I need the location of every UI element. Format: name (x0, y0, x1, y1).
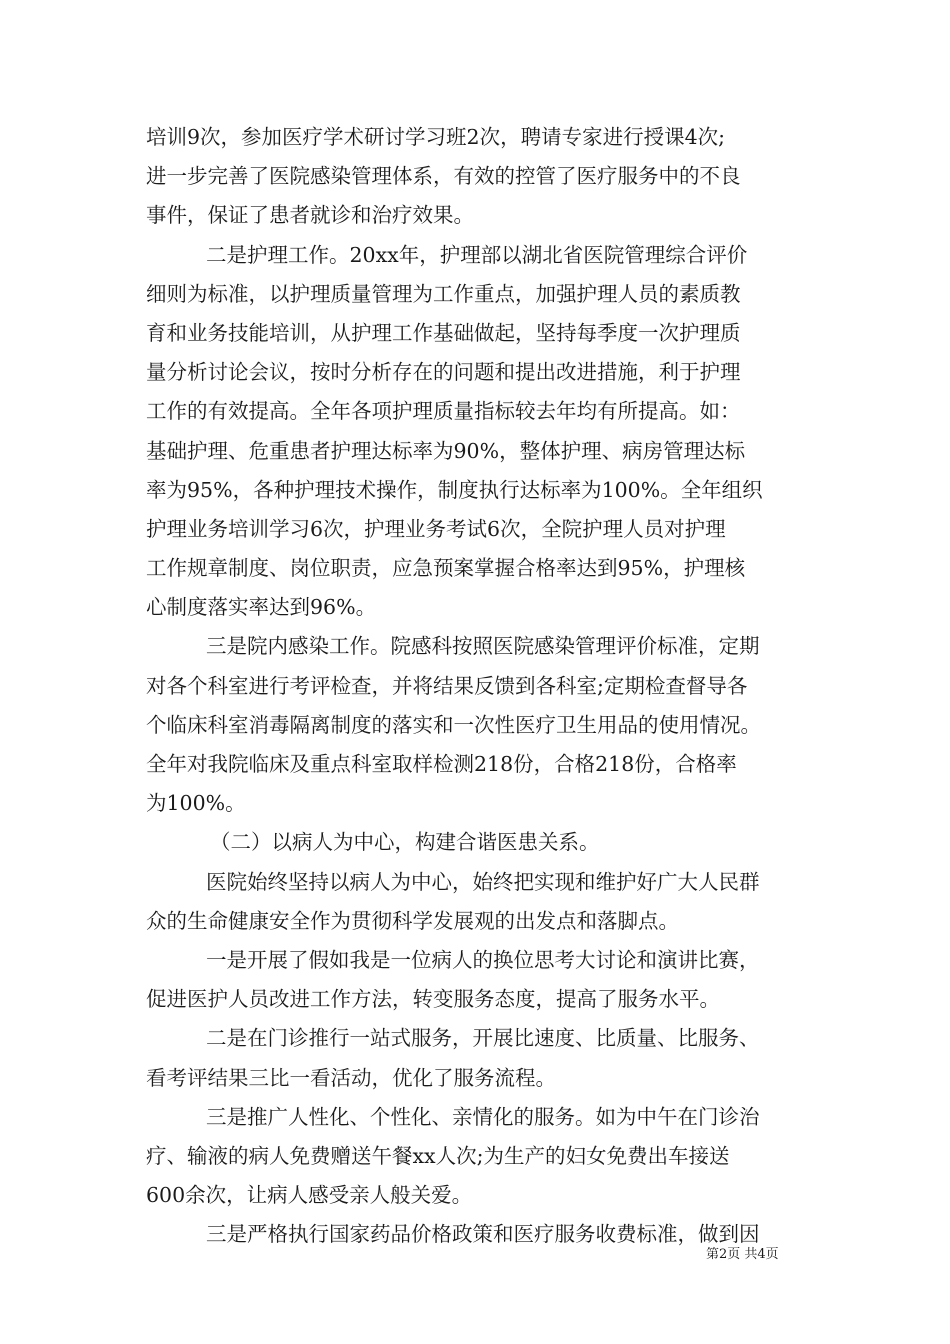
paragraph-start-line: 二是在门诊推行一站式服务，开展比速度、比质量、比服务、 (206, 1026, 760, 1051)
text-line: 工作规章制度、岗位职责，应急预案掌握合格率达到95%，护理核 (146, 556, 746, 581)
text-line: 个临床科室消毒隔离制度的落实和一次性医疗卫生用品的使用情况。 (146, 712, 761, 737)
paragraph-start-line: 三是院内感染工作。院感科按照医院感染管理评价标准，定期 (206, 634, 760, 659)
text-line: 看考评结果三比一看活动，优化了服务流程。 (146, 1065, 556, 1090)
text-line: 为100%。 (146, 791, 246, 816)
text-line: 促进医护人员改进工作方法，转变服务态度，提高了服务水平。 (146, 987, 720, 1012)
text-line: 全年对我院临床及重点科室取样检测218份，合格218份，合格率 (146, 752, 737, 776)
page-number: 第2页 共4页 (706, 1247, 779, 1262)
text-line: 护理业务培训学习6次，护理业务考试6次，全院护理人员对护理 (146, 516, 726, 541)
body-text (146, 118, 818, 1254)
text-line: 基础护理、危重患者护理达标率为90%，整体护理、病房管理达标 (146, 438, 746, 463)
text-line: 率为95%，各种护理技术操作，制度执行达标率为100%。全年组织 (146, 477, 763, 502)
text-line: 量分析讨论会议，按时分析存在的问题和提出改进措施，利于护理 (146, 360, 741, 385)
paragraph-start-line: 三是推广人性化、个性化、亲情化的服务。如为中午在门诊治 (206, 1104, 760, 1129)
text-line: 600余次，让病人感受亲人般关爱。 (146, 1183, 473, 1208)
text-line: 心制度落实率达到96%。 (146, 595, 377, 620)
text-line: 对各个科室进行考评检查，并将结果反馈到各科室;定期检查督导各 (146, 673, 748, 698)
paragraph-start-line: 医院始终坚持以病人为中心，始终把实现和维护好广大人民群 (206, 869, 760, 894)
paragraph-start-line: 一是开展了假如我是一位病人的换位思考大讨论和演讲比赛， (206, 947, 760, 972)
paragraph-start-line: 二是护理工作。20xx年，护理部以湖北省医院管理综合评价 (206, 242, 748, 267)
text-line: 培训9次，参加医疗学术研讨学习班2次，聘请专家进行授课4次; (146, 125, 726, 149)
text-line: 工作的有效提高。全年各项护理质量指标较去年均有所提高。如： (146, 399, 741, 424)
text-line: 众的生命健康安全作为贯彻科学发展观的出发点和落脚点。 (146, 908, 679, 933)
text-line: 细则为标准，以护理质量管理为工作重点，加强护理人员的素质教 (146, 281, 741, 306)
section-heading: （二）以病人为中心，构建合谐医患关系。 (210, 830, 600, 855)
text-line: 疗、输液的病人免费赠送午餐xx人次;为生产的妇女免费出车接送 (146, 1143, 730, 1168)
text-line: 事件，保证了患者就诊和治疗效果。 (146, 203, 474, 228)
text-line: 育和业务技能培训，从护理工作基础做起，坚持每季度一次护理质 (146, 320, 741, 345)
paragraph-start-line: 三是严格执行国家药品价格政策和医疗服务收费标准，做到因 (206, 1222, 760, 1247)
text-line: 进一步完善了医院感染管理体系，有效的控管了医疗服务中的不良 (146, 164, 741, 189)
